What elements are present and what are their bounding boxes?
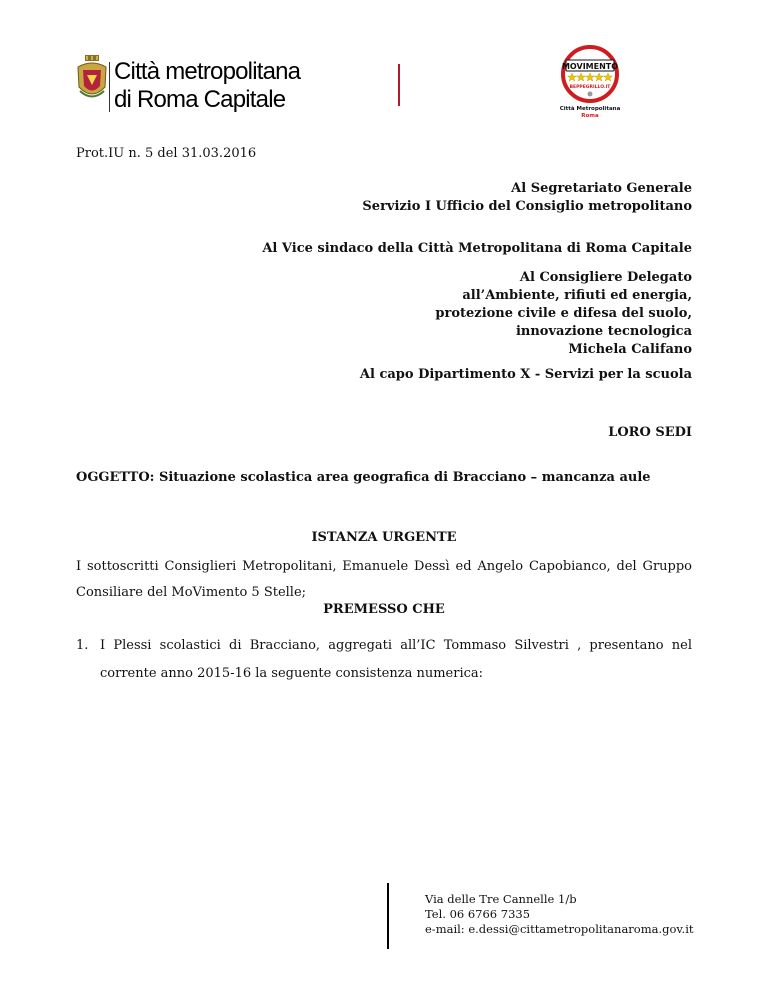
- addressee-line: all’Ambiente, rifiuti ed energia,: [462, 288, 692, 303]
- footer-address: Via delle Tre Cannelle 1/b: [425, 892, 577, 906]
- addressee-line: protezione civile e difesa del suolo,: [435, 306, 692, 321]
- logo-top-text: MOVIMENTO: [561, 62, 619, 71]
- addressee-line: Michela Califano: [568, 342, 692, 357]
- addressee-loro-sedi: LORO SEDI: [608, 425, 692, 440]
- city-crest-icon: [76, 55, 108, 103]
- org-name-line2: di Roma Capitale: [114, 86, 286, 113]
- logo-bottom-line1: Città Metropolitana: [559, 106, 621, 112]
- premise-title: PREMESSO CHE: [323, 602, 445, 617]
- addressee-line: Al Segretariato Generale: [511, 181, 692, 196]
- org-name-line1: Città metropolitana: [114, 58, 301, 85]
- subject-line: OGGETTO: Situazione scolastica area geografica di Bracciano – mancanza aule: [76, 470, 651, 485]
- movimento-logo-icon: [555, 44, 625, 120]
- addressee-line: innovazione tecnologica: [515, 324, 692, 339]
- addressee-line: Servizio I Ufficio del Consiglio metropolitano: [362, 199, 692, 214]
- org-divider: [109, 62, 110, 112]
- intro-paragraph: I sottoscritti Consiglieri Metropolitani, Emanuele Dessì ed Angelo Capobianco, del Gruppo Consiliare del MoVimento 5 Stelle;: [76, 559, 692, 600]
- addressee-secretariat: [362, 180, 692, 216]
- logo-bottom-line2: Roma: [581, 113, 599, 119]
- footer-divider: [387, 883, 389, 949]
- addressee-line: Al Consigliere Delegato: [519, 270, 692, 285]
- org-name: [114, 58, 300, 114]
- addressee-councillor: [435, 269, 692, 359]
- list-item-number: 1.: [76, 638, 89, 653]
- addressee-department: Al capo Dipartimento X - Servizi per la scuola: [359, 367, 692, 382]
- list-item-text: I Plessi scolastici di Bracciano, aggregati all’IC Tommaso Silvestri , presentano nel corrente anno 2015-16 la seguente consistenza numerica:: [100, 638, 692, 681]
- footer-contacts: [425, 892, 694, 937]
- header-red-divider: [398, 64, 400, 106]
- addressee-vice-mayor: Al Vice sindaco della Città Metropolitana di Roma Capitale: [262, 241, 692, 256]
- list-item: [76, 632, 692, 688]
- protocol-number: Prot.IU n. 5 del 31.03.2016: [76, 146, 257, 161]
- footer-tel: Tel. 06 6766 7335: [425, 907, 531, 921]
- logo-badge-text: BEPPEGRILLO.IT: [569, 85, 611, 90]
- instance-title: ISTANZA URGENTE: [311, 530, 457, 545]
- footer-email: e-mail: e.dessi@cittametropolitanaroma.gov.it: [425, 922, 694, 936]
